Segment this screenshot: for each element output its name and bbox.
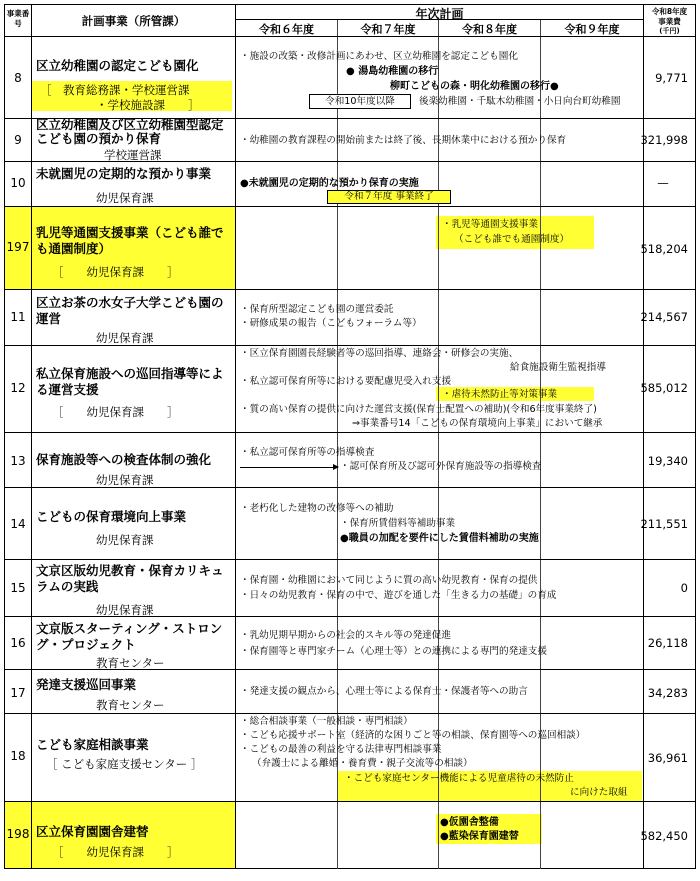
plan-text: ・認可保育所及び認可外保育施設等の指導検査 (340, 461, 542, 472)
row-amount: 518,204 (640, 242, 688, 256)
row-number: 197 (6, 240, 30, 254)
plan-text: 後楽幼稚園・千駄木幼稚園・小日向台町幼稚園 (419, 96, 621, 107)
plan-highlight-text: ・乳児等通園支援事業 (442, 219, 538, 230)
row-number: 14 (10, 517, 26, 531)
row-dept: ［ 教育総務課・学校運営課 (40, 83, 190, 97)
row-number: 11 (10, 310, 26, 324)
row-number: 13 (10, 454, 26, 468)
plan-milestone: ●未就園児の定期的な預かり保育の実施 (240, 178, 419, 189)
row-amount: 321,998 (640, 133, 688, 147)
row-dept: ・学校施設課 ］ (96, 98, 200, 112)
plan-text: ⇒事業番号14「こどもの保育環境向上事業」において継承 (352, 418, 603, 429)
row-number: 9 (14, 133, 22, 147)
header-year-r6: 令和６年度 (259, 23, 314, 36)
row-amount: 0 (680, 581, 688, 595)
plan-text: ・保育園等と専門家チーム（心理士等）との連携による専門的発達支援 (240, 646, 547, 657)
plan-text: ・私立認可保育所等の指導検査 (240, 447, 375, 458)
header-budget-unit: (千円) (659, 27, 680, 35)
row-amount: 9,771 (655, 71, 688, 85)
row-number: 18 (10, 749, 26, 763)
row-number: 8 (14, 71, 22, 85)
row-dept: 幼児保育課 (96, 603, 154, 617)
row-number: 10 (10, 176, 26, 190)
row-title: こども家庭相談事業 (36, 737, 149, 752)
row-title: 区立幼稚園及び区立幼稚園型認定こども園の預かり保育 (36, 117, 224, 146)
plan-text: ・研修成果の報告（こどもフォーラム等） (240, 318, 422, 329)
plan-highlight-text: ・こども家庭センター機能による児童虐待の未然防止 (344, 773, 574, 784)
row-title: こどもの保育環境向上事業 (36, 509, 187, 524)
plan-text: ・こどもの最善の利益を守る法律専門相談事業 (240, 744, 442, 755)
plan-text: ・施設の改築・改修計画にあわせ、区立幼稚園を認定こども園化 (240, 51, 518, 62)
row-title: 文京区版幼児教育・保育カリキュラムの実践 (36, 563, 224, 594)
plan-text: ・老朽化した建物の改修等への補助 (240, 503, 394, 514)
plan-text: （弁護士による離婚・養育費・親子交流等の相談） (252, 758, 473, 769)
plan-highlight-text: ・虐待未然防止等対策事業 (442, 389, 558, 400)
row-number: 17 (10, 686, 26, 700)
plan-text: ・保育所賃借料等補助事業 (340, 518, 456, 529)
row-title: 保育施設等への検査体制の強化 (36, 452, 212, 467)
row-title: 発達支援巡回事業 (36, 677, 137, 692)
plan-text: ・保育所型認定こども園の運営委託 (240, 304, 394, 315)
plan-milestone: ● 湯島幼稚園の移行 (346, 66, 439, 77)
row-dept: 幼児保育課 (96, 331, 154, 345)
header-year-r7: 令和７年度 (360, 23, 416, 36)
row-amount: 211,551 (640, 517, 688, 531)
plan-arrow (240, 467, 338, 468)
plan-highlight-text: （こども誰でも通園制度） (454, 234, 570, 245)
plan-milestone: ●藍染保育園建替 (440, 831, 519, 842)
row-amount: 26,118 (647, 636, 688, 650)
row-dept: ［ こども家庭支援センター ］ (46, 757, 203, 771)
row-dept: ［ 幼児保育課 ］ (52, 265, 179, 279)
header-year-r9: 令和９年度 (564, 23, 620, 36)
row-number: 12 (10, 381, 26, 395)
plan-milestone: ●仮園舎整備 (440, 817, 499, 828)
row-number: 16 (10, 636, 26, 650)
row-dept: 幼児保育課 (96, 473, 154, 487)
row-dept: 学校運営課 (104, 148, 162, 162)
header-budget-line1: 令和8年度 (651, 7, 688, 16)
row-title: 区立お茶の水女子大学こども園の運営 (36, 295, 224, 326)
row-dept: 幼児保育課 (96, 533, 154, 547)
row-dept: 幼児保育課 (96, 191, 154, 205)
plan-table (4, 4, 696, 868)
header-annual-plan: 年次計画 (415, 7, 464, 21)
plan-end-box: 令和７年度 事業終了 (327, 190, 451, 204)
row-number: 15 (10, 581, 26, 595)
row-amount: 582,450 (640, 829, 688, 843)
plan-text: ・幼稚園の教育課程の開始前または終了後、長期休業中における預かり保育 (240, 135, 567, 146)
plan-milestone: ●職員の加配を要件にした賃借料補助の実施 (340, 533, 539, 544)
row-amount: 36,961 (647, 751, 688, 765)
row-dept: 教育センター (96, 656, 165, 670)
row-title: 区立保育園園舎建替 (36, 824, 149, 839)
plan-text: ・質の高い保育の提供に向けた運営支援(保育士配置への補助)(令和6年度事業終了) (240, 404, 597, 415)
plan-text: ・日々の幼児教育・保育の中で、遊びを通した「生きる力の基礎」の育成 (240, 590, 557, 601)
row-amount: 585,012 (640, 381, 688, 395)
row-title: 未就園児の定期的な預かり事業 (36, 166, 212, 181)
plan-text: ・発達支援の観点から、心理士等による保育士・保護者等への助言 (240, 686, 528, 697)
row-title: 私立保育施設への巡回指導等による運営支援 (36, 366, 224, 397)
plan-text: ・私立認可保育所等における要配慮児受入れ支援 (240, 376, 452, 387)
row-dept: ［ 幼児保育課 ］ (52, 405, 179, 419)
row-title: 文京版スターティング・ストロング・プロジェクト (36, 621, 223, 652)
plan-text: ・こども応援サポート室（経済的な困りごと等の相談、保育園等への巡回相談） (240, 730, 586, 741)
header-project-name: 計画事業（所管課） (81, 14, 186, 28)
plan-text: ・乳幼児期早期からの社会的スキル等の発達促進 (240, 630, 451, 641)
plan-highlight-text: に向けた取組 (570, 787, 628, 798)
row-amount: 19,340 (647, 454, 688, 468)
plan-text: ・保育園・幼稚園において同じように質の高い幼児教育・保育の提供 (240, 575, 538, 586)
row-number: 198 (6, 827, 30, 841)
row-title: 乳児等通園支援事業（こども誰でも通園制度） (36, 225, 224, 256)
row-title: 区立幼稚園の認定こども園化 (36, 58, 199, 73)
plan-text: ・区立保育園園長経験者等の巡回指導、連絡会・研修会の実施、 (240, 348, 519, 359)
header-project-no: 事業番号 (6, 9, 30, 28)
plan-box: 令和10年度以降 (309, 94, 411, 109)
header-budget-line2: 事業費 (658, 17, 681, 26)
plan-text: ・総合相談事業（一般相談・専門相談） (240, 716, 413, 727)
row-dept: 教育センター (96, 698, 165, 712)
row-amount: 34,283 (647, 686, 688, 700)
plan-text: 給食施設衛生監視指導 (510, 362, 606, 373)
row-amount: 214,567 (640, 310, 688, 324)
row-amount: — (657, 176, 669, 190)
header-year-r8: 令和８年度 (462, 23, 517, 36)
row-dept: ［ 幼児保育課 ］ (52, 845, 179, 859)
plan-milestone: 柳町こどもの森・明化幼稚園の移行● (390, 81, 559, 92)
